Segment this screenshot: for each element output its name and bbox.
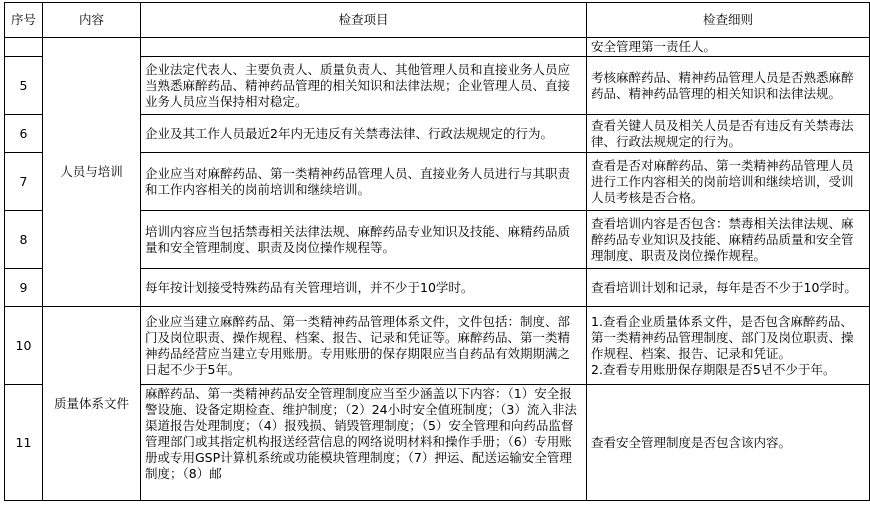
row-number: 6 bbox=[5, 115, 43, 153]
check-detail-line: 2.查看专用账册保存期限是否5년不少于年。 bbox=[591, 361, 836, 377]
inspection-table bbox=[4, 2, 870, 501]
check-detail bbox=[587, 307, 870, 385]
header-row bbox=[5, 3, 870, 38]
header-detail: 检查细则 bbox=[587, 3, 870, 38]
check-item: 企业法定代表人、主要负责人、质量负责人、其他管理人员和直接业务人员应当熟悉麻醉药品、精神药品管理的相关知识和法律法规；企业管理人员、直接业务人员应当保持相对稳定。 bbox=[141, 57, 587, 115]
check-item: 企业及其工作人员最近2年内无违反有关禁毒法律、行政法规规定的行为。 bbox=[141, 115, 587, 153]
check-detail: 查看培训内容是否包含：禁毒相关法律法规、麻醉药品专业知识及技能、麻精药品质量和安全管理制度、职责及岗位操作规程。 bbox=[587, 211, 870, 269]
header-seq: 序号 bbox=[5, 3, 43, 38]
table-row bbox=[5, 307, 870, 385]
row-number: 7 bbox=[5, 153, 43, 211]
table-row-partial bbox=[5, 38, 870, 57]
header-item: 检查项目 bbox=[141, 3, 587, 38]
row-number: 8 bbox=[5, 211, 43, 269]
row-number: 5 bbox=[5, 57, 43, 115]
cell-detail-partial: 安全管理第一责任人。 bbox=[587, 38, 870, 57]
cell-num-empty bbox=[5, 38, 43, 57]
category-quality: 质量体系文件 bbox=[43, 307, 141, 501]
check-detail: 查看是否对麻醉药品、第一类精神药品管理人员进行工作内容相关的岗前培训和继续培训，受训人员考核是否合格。 bbox=[587, 153, 870, 211]
row-number: 10 bbox=[5, 307, 43, 385]
cell-item-empty bbox=[141, 38, 587, 57]
check-item: 企业应当对麻醉药品、第一类精神药品管理人员、直接业务人员进行与其职责和工作内容相关的岗前培训和继续培训。 bbox=[141, 153, 587, 211]
check-detail-line: 1.查看企业质量体系文件，是否包含麻醉药品、第一类精神药品管理制度、部门及岗位职责、操作规程、档案、报告、记录和凭证。 bbox=[591, 313, 854, 361]
check-detail: 查看关键人员及相关人员是否有违反有关禁毒法律、行政法规规定的行为。 bbox=[587, 115, 870, 153]
row-number: 11 bbox=[5, 385, 43, 501]
check-detail: 查看培训计划和记录，每年是否不少于10学时。 bbox=[587, 269, 870, 307]
header-content: 内容 bbox=[43, 3, 141, 38]
check-item: 每年按计划接受特殊药品有关管理培训，并不少于10学时。 bbox=[141, 269, 587, 307]
check-item: 培训内容应当包括禁毒相关法律法规、麻醉药品专业知识及技能、麻精药品质量和安全管理制度、职责及岗位操作规程等。 bbox=[141, 211, 587, 269]
check-item: 企业应当建立麻醉药品、第一类精神药品管理体系文件，文件包括：制度、部门及岗位职责、操作规程、档案、报告、记录和凭证等。麻醉药品、第一类精神药品经营应当建立专用账册。专用账册的保存期限应当自药品有效期期满之日起不少于5年。 bbox=[141, 307, 587, 385]
row-number: 9 bbox=[5, 269, 43, 307]
check-detail: 查看安全管理制度是否包含该内容。 bbox=[587, 385, 870, 501]
check-detail: 考核麻醉药品、精神药品管理人员是否熟悉麻醉药品、精神药品管理的相关知识和法律法规。 bbox=[587, 57, 870, 115]
check-item: 麻醉药品、第一类精神药品安全管理制度应当至少涵盖以下内容：（1）安全报警设施、设备定期检查、维护制度；（2）24小时安全值班制度；（3）流入非法渠道报告处理制度；（4）报残损、销毁管理制度；（5）安全管理和向药品监督管理部门或其指定机构报送经营信息的网络说明材料和操作手册；（6）专用账册或专用GSP计算机系统或功能模块管理制度；（7）押运、配送运输安全管理制度；（8）邮 bbox=[141, 385, 587, 501]
category-personnel: 人员与培训 bbox=[43, 38, 141, 307]
